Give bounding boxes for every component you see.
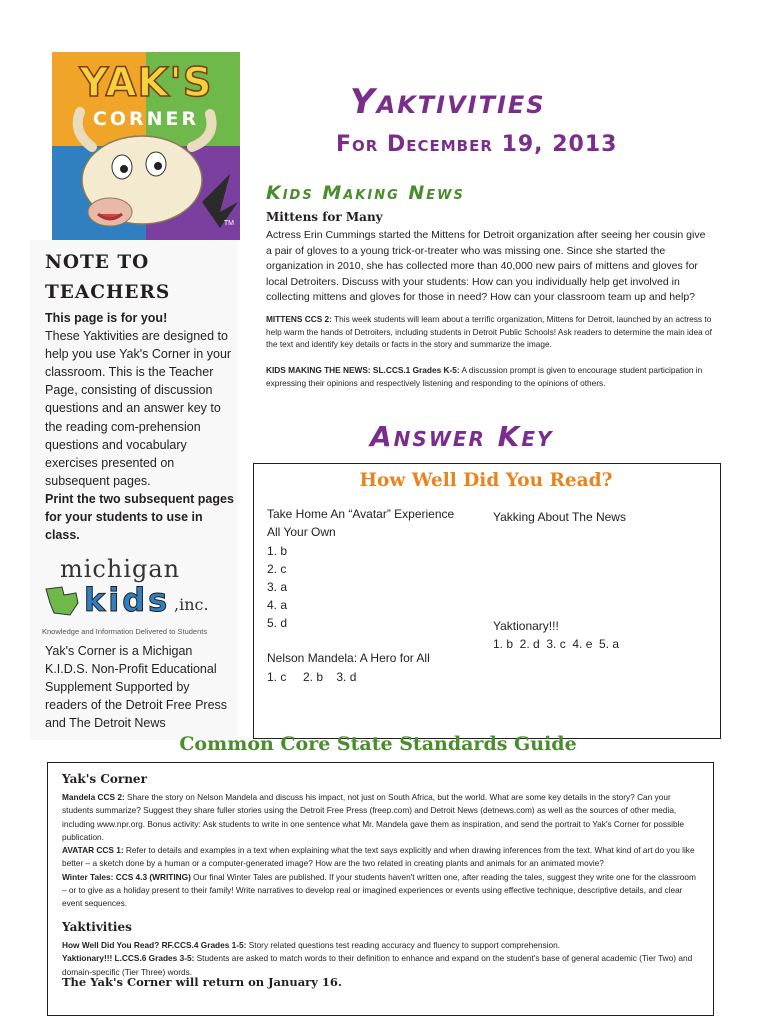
avatar-question-title: Take Home An “Avatar” Experience All Your Own	[267, 507, 455, 539]
mkids-word2: kids	[84, 581, 171, 619]
yaktionary-answers: 1. b 2. d 3. c 4. e 5. a	[493, 637, 620, 651]
kids-news-heading: Kids Making News	[266, 182, 465, 204]
yaks-corner-section-title: Yak's Corner	[62, 772, 147, 786]
mkids-inc: ,inc.	[174, 595, 209, 614]
return-note: The Yak's Corner will return on January 16.	[62, 975, 342, 989]
kmn-ccs	[266, 364, 714, 389]
yakking-news-title: Yakking About The News	[493, 510, 626, 524]
story-text: Actress Erin Cummings started the Mittens for Detroit organization after seeing her cousin give a pair of gloves to a young trick-or-treater who was missing one. Since she started the organization in 2010, she has collected more than 40,000 new pairs of mittens and gloves for local Detroiters. Discuss with your students: How can you individually help get involved in collecting mittens and gloves for those in need? How can your classroom team up and help?	[266, 229, 706, 303]
mittens-ccs-text: This week students will learn about a terrific organization, Mittens for Detroit, launched by an actress to help warm the hands of Detroiters, including students in Detroit Public Schools! Ask readers to determine the main idea of the text and identify key details or facts in the story and summarize the image.	[266, 314, 712, 349]
avatar-answer-3: 3. a	[267, 580, 288, 594]
yaktionary-text: Students are asked to match words to their definition to enhance and expand on the student's base of general academic (Tier Two) and domain-specific (Tier Three) words.	[62, 953, 693, 977]
kmn-ccs-label: KIDS MAKING THE NEWS: SL.CCS.1 Grades K-5:	[266, 365, 460, 375]
note-print: Print the two subsequent pages for your students to use in class.	[45, 491, 234, 543]
kmn-ccs-text: A discussion prompt is given to encourage student participation in expressing their opinions and respectively listening and responding to the opinions of others.	[266, 365, 703, 388]
yaktivities-section-title: Yaktivities	[62, 920, 132, 934]
michigan-map-icon	[42, 585, 82, 617]
mkids-word1: michigan	[60, 555, 181, 583]
yaktivities-section-body	[62, 939, 698, 979]
logo-tm: TM	[223, 220, 234, 227]
hwdyr-label: How Well Did You Read? RF.CCS.4 Grades 1-5:	[62, 940, 247, 950]
avatar-answer-5: 5. d	[267, 616, 288, 630]
winter-label: Winter Tales: CCS 4.3 (WRITING)	[62, 871, 191, 882]
avatar-answer-1: 1. b	[267, 544, 288, 558]
avatar-answers	[267, 542, 287, 632]
mandela-label: Mandela CCS 2:	[62, 792, 125, 802]
mittens-ccs-label: MITTENS CCS 2:	[266, 314, 332, 324]
logo-subtitle: CORNER	[92, 108, 200, 130]
avatar-answer-4: 4. a	[267, 598, 288, 612]
yaks-corner-logo	[52, 52, 240, 240]
nelson-answers: 1. c 2. b 3. d	[267, 670, 357, 684]
mittens-ccs	[266, 313, 714, 351]
yaktionary-label: Yaktionary!!! L.CCS.6 Grades 3-5:	[62, 953, 195, 964]
mkids-tagline: Knowledge and Information Delivered to Students	[42, 627, 208, 636]
note-heading	[45, 248, 170, 308]
ccss-heading: Common Core State Standards Guide	[179, 733, 577, 755]
story-title: Mittens for Many	[266, 210, 383, 224]
page-title: Yaktivities	[350, 82, 546, 122]
supplement-note: Yak's Corner is a Michigan K.I.D.S. Non-Profit Educational Supplement Supported by readers of the Detroit Free Press and The Detroit News	[45, 644, 228, 731]
avatar-answer-2: 2. c	[267, 562, 287, 576]
michigan-kids-logo	[42, 555, 232, 640]
yaktionary-title: Yaktionary!!!	[493, 619, 559, 633]
yaks-corner-section-body	[62, 791, 698, 911]
note-intro: This page is for you!	[45, 311, 168, 325]
winter-text: Our final Winter Tales are published. If your students haven't written one, after reading the tales, suggest they write one for the classroom – or to give as a holiday present to their family! Write narratives to develop real or imagined experiences or events using effective technique, descriptive details, and clear event sequences.	[62, 871, 696, 909]
answer-key-heading: Answer Key	[370, 420, 554, 453]
note-body	[45, 309, 235, 544]
note-text: These Yaktivities are designed to help you use Yak's Corner in your classroom. This is the Teacher Page, consisting of discussion questions and an answer key to the reading com-prehension questions and vocabulary exercises presented on subsequent pages.	[45, 329, 232, 488]
logo-title: YAK'S	[79, 60, 213, 106]
page-subtitle: For December 19, 2013	[336, 132, 618, 157]
mandela-text: Share the story on Nelson Mandela and discuss his impact, not just on South Africa, but the world. What are some key details in the story? Can your students summarize? Suggest they share fuller stories using the Detroit Free Press (freep.com) and Detroit News (detnews.com) as well as the sources of other media, including www.npr.org. Bonus activity: Ask students to write in one sentence what Mr. Mandela gave them as inspiration, and send the portrait to Yak's Corner for possible publication.	[62, 792, 685, 842]
nelson-title: Nelson Mandela: A Hero for All	[267, 651, 430, 665]
answer-box-title: How Well Did You Read?	[359, 470, 613, 491]
avatar-text: Refer to details and examples in a text when explaining what the text says explicitly and when drawing inferences from the text. What kind of art do you like better – a sketch done by a human or a computer-generated image? How are the two related in creating plants and animals for an animated movie?	[62, 845, 695, 869]
note-heading-line1: NOTE TO	[45, 252, 150, 273]
hwdyr-text: Story related questions test reading accuracy and fluency to support comprehension.	[246, 940, 561, 950]
note-heading-line2: TEACHERS	[45, 282, 171, 303]
avatar-label: AVATAR CCS 1:	[62, 845, 124, 856]
